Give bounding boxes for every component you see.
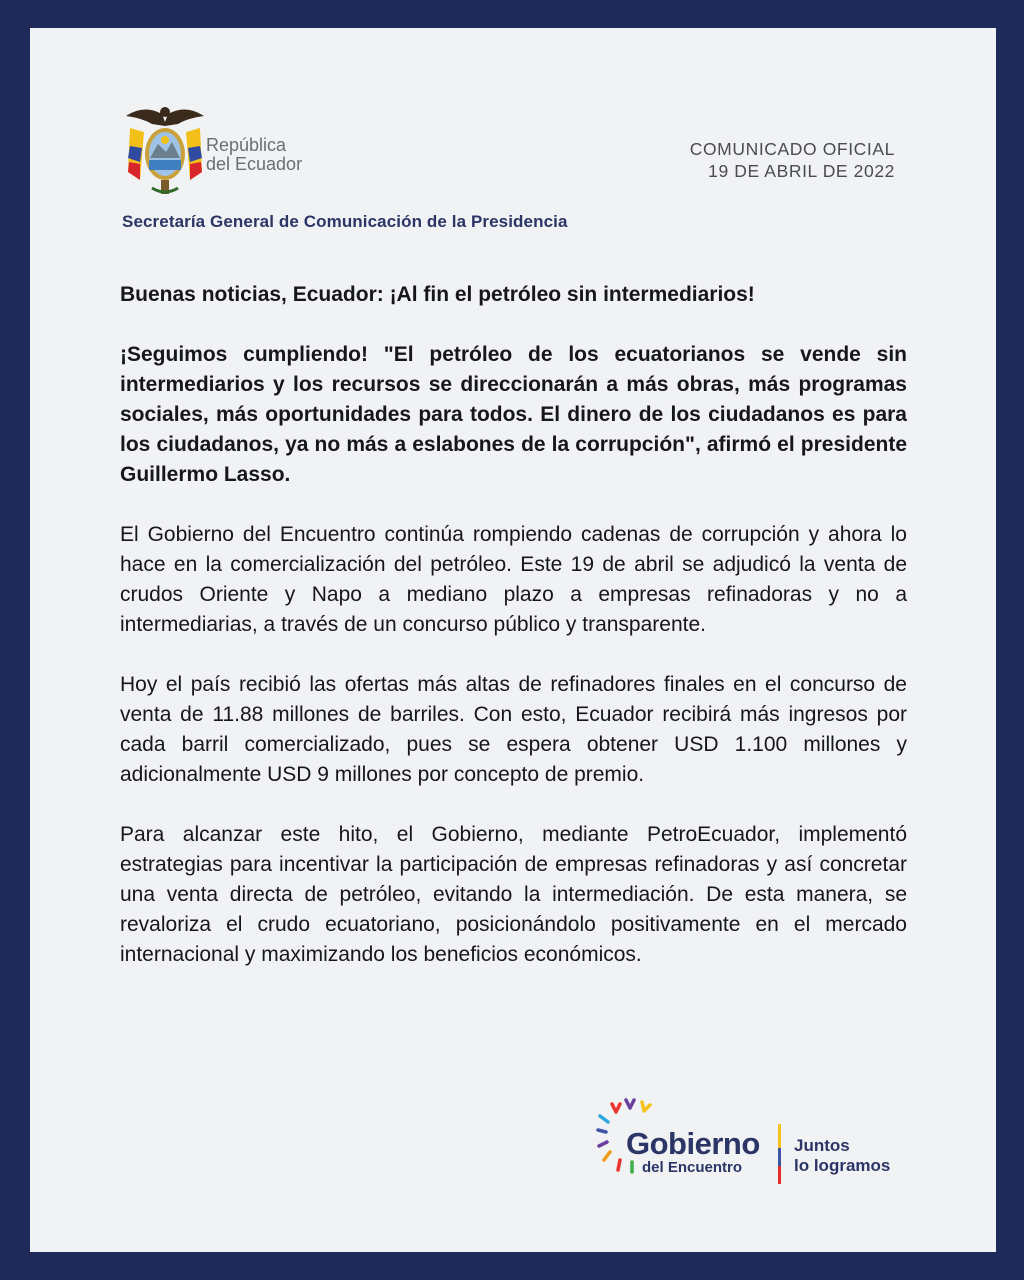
logo-divider (778, 1124, 781, 1184)
official-statement-page (30, 28, 996, 1252)
republica-del-ecuador-label (206, 136, 302, 174)
secretaria-label: Secretaría General de Comunicación de la Presidencia (122, 212, 568, 231)
statement-date: 19 DE ABRIL DE 2022 (708, 161, 895, 181)
slogan-line-1: Juntos (794, 1136, 850, 1155)
statement-meta (690, 138, 895, 182)
del-encuentro-wordmark: del Encuentro (642, 1159, 743, 1176)
statement-body (120, 280, 907, 970)
paragraph-3: Para alcanzar este hito, el Gobierno, mediante PetroEcuador, implementó estrategias para incentivar la participación de empresas refinadoras y así concretar una venta directa de petróleo, evitando la intermediación. De esta manera, se revaloriza el crudo ecuatoriano, posicionándolo positivamente en el mercado internacional y maximizando los beneficios económicos. (120, 823, 907, 966)
paragraph-2: Hoy el país recibió las ofertas más altas de refinadores finales en el concurso de venta de 11.88 millones de barriles. Con esto, Ecuador recibirá más ingresos por cada barril comercializado, pues se espera obtener USD 1.100 millones y adicionalmente USD 9 millones por concepto de premio. (120, 673, 907, 786)
gobierno-wordmark: Gobierno (626, 1126, 760, 1161)
gobierno-del-encuentro-logo (596, 1098, 916, 1188)
headline: Buenas noticias, Ecuador: ¡Al fin el petróleo sin intermediarios! (120, 283, 755, 306)
president-quote: ¡Seguimos cumpliendo! "El petróleo de los ecuatorianos se vende sin intermediarios y los recursos se direccionarán a más obras, más programas sociales, más oportunidades para todos. El dinero de los ciudadanos es para los ciudadanos, ya no más a eslabones de la corrupción", afirmó el presidente Guillermo Lasso. (120, 343, 907, 486)
republica-line: República (206, 135, 287, 155)
del-ecuador-line: del Ecuador (206, 154, 303, 174)
slogan-line-2: lo logramos (794, 1156, 891, 1175)
slogan (794, 1136, 890, 1176)
ecuador-coat-of-arms-icon (122, 102, 208, 198)
paragraph-1: El Gobierno del Encuentro continúa rompiendo cadenas de corrupción y ahora lo hace en la comercialización del petróleo. Este 19 de abril se adjudicó la venta de crudos Oriente y Napo a mediano plazo a empresas refinadoras y no a intermediarias, a través de un concurso público y transparente. (120, 523, 907, 636)
comunicado-label: COMUNICADO OFICIAL (689, 139, 895, 159)
